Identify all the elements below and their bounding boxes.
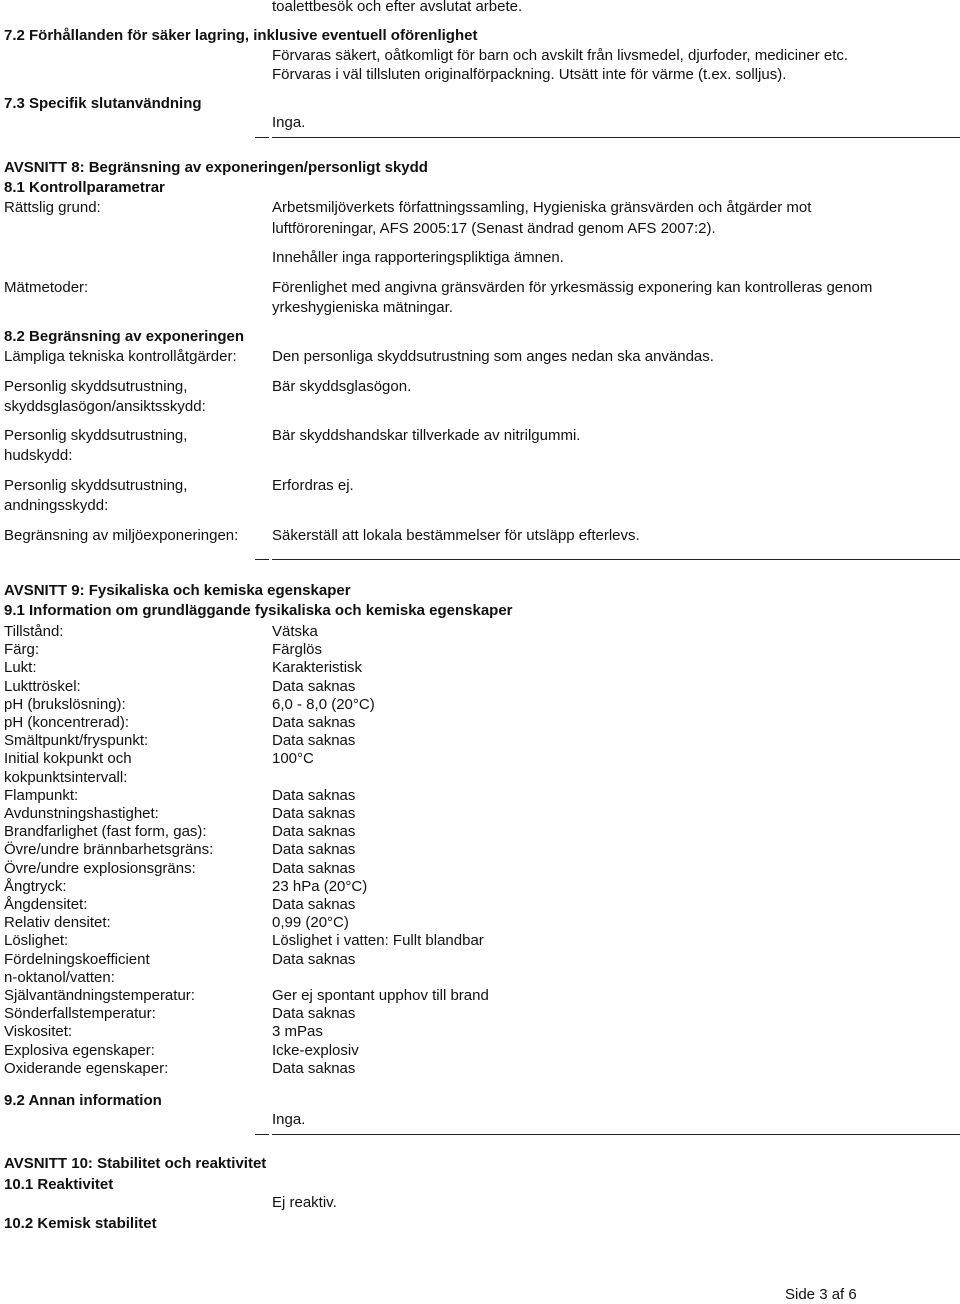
methods-label: Mätmetoder: xyxy=(4,279,89,296)
property-value: Data saknas xyxy=(272,1060,356,1077)
divider-tick xyxy=(255,1134,269,1135)
methods-value-1: Förenlighet med angivna gränsvärden för yrkesmässig exponering kan kontrolleras genom xyxy=(272,279,873,296)
skin-protection-label-2: hudskydd: xyxy=(4,447,73,464)
property-label: kokpunktsintervall: xyxy=(4,769,128,786)
property-value: Data saknas xyxy=(272,841,356,858)
property-label: Avdunstningshastighet: xyxy=(4,805,159,822)
divider xyxy=(272,1134,960,1135)
other-information-value: Inga. xyxy=(272,1111,306,1128)
property-label: pH (koncentrerad): xyxy=(4,714,130,731)
property-value: Löslighet i vatten: Fullt blandbar xyxy=(272,932,484,949)
property-value: Ger ej spontant upphov till brand xyxy=(272,987,489,1004)
skin-protection-value: Bär skyddshandskar tillverkade av nitrilgummi. xyxy=(272,427,581,444)
legal-basis-value-1: Arbetsmiljöverkets författningssamling, Hygieniska gränsvärden och åtgärder mot xyxy=(272,199,812,216)
page-number: Side 3 af 6 xyxy=(785,1286,857,1303)
property-value: Data saknas xyxy=(272,714,356,731)
reactivity-value: Ej reaktiv. xyxy=(272,1194,337,1211)
property-value: Data saknas xyxy=(272,951,356,968)
property-value: Vätska xyxy=(272,623,318,640)
respiratory-protection-value: Erfordras ej. xyxy=(272,477,354,494)
section-10-1-heading: 10.1 Reaktivitet xyxy=(4,1176,114,1193)
property-value: Data saknas xyxy=(272,823,356,840)
technical-controls-label: Lämpliga tekniska kontrollåtgärder: xyxy=(4,348,237,365)
section-9-heading: AVSNITT 9: Fysikaliska och kemiska egenskaper xyxy=(4,582,351,599)
property-value: 23 hPa (20°C) xyxy=(272,878,368,895)
property-value: Data saknas xyxy=(272,678,356,695)
property-label: Relativ densitet: xyxy=(4,914,111,931)
environmental-exposure-label: Begränsning av miljöexponeringen: xyxy=(4,527,239,544)
property-label: n-oktanol/vatten: xyxy=(4,969,115,986)
property-label: Sönderfallstemperatur: xyxy=(4,1005,156,1022)
storage-text-2: Förvaras i väl tillsluten originalförpackning. Utsätt inte för värme (t.ex. solljus). xyxy=(272,66,787,83)
section-9-2-heading: 9.2 Annan information xyxy=(4,1092,162,1109)
property-label: Ångdensitet: xyxy=(4,896,88,913)
property-value: Icke-explosiv xyxy=(272,1042,359,1059)
property-label: Initial kokpunkt och xyxy=(4,750,132,767)
property-value: 100°C xyxy=(272,750,314,767)
property-label: Självantändningstemperatur: xyxy=(4,987,195,1004)
storage-text-1: Förvaras säkert, oåtkomligt för barn och avskilt från livsmedel, djurfoder, mediciner etc. xyxy=(272,47,849,64)
property-value: Karakteristisk xyxy=(272,659,363,676)
environmental-exposure-value: Säkerställ att lokala bestämmelser för utsläpp efterlevs. xyxy=(272,527,640,544)
respiratory-protection-label-1: Personlig skyddsutrustning, xyxy=(4,477,188,494)
property-label: Övre/undre explosionsgräns: xyxy=(4,860,196,877)
divider xyxy=(272,559,960,560)
property-value: 6,0 - 8,0 (20°C) xyxy=(272,696,375,713)
property-label: Explosiva egenskaper: xyxy=(4,1042,155,1059)
eye-protection-label-1: Personlig skyddsutrustning, xyxy=(4,378,188,395)
specific-use-value: Inga. xyxy=(272,114,306,131)
eye-protection-value: Bär skyddsglasögon. xyxy=(272,378,412,395)
legal-basis-value-3: Innehåller inga rapporteringspliktiga ämnen. xyxy=(272,249,564,266)
section-7-2-heading: 7.2 Förhållanden för säker lagring, inklusive eventuell oförenlighet xyxy=(4,27,478,44)
eye-protection-label-2: skyddsglasögon/ansiktsskydd: xyxy=(4,398,206,415)
property-label: pH (brukslösning): xyxy=(4,696,126,713)
section-8-1-heading: 8.1 Kontrollparametrar xyxy=(4,179,165,196)
property-value: 0,99 (20°C) xyxy=(272,914,349,931)
property-label: Flampunkt: xyxy=(4,787,79,804)
divider-tick xyxy=(255,559,269,560)
divider xyxy=(272,137,960,138)
property-value: Data saknas xyxy=(272,787,356,804)
property-value: 3 mPas xyxy=(272,1023,323,1040)
property-label: Färg: xyxy=(4,641,40,658)
property-value: Färglös xyxy=(272,641,323,658)
methods-value-2: yrkeshygieniska mätningar. xyxy=(272,299,453,316)
section-8-heading: AVSNITT 8: Begränsning av exponeringen/personligt skydd xyxy=(4,159,428,176)
property-label: Smältpunkt/fryspunkt: xyxy=(4,732,149,749)
section-10-2-heading: 10.2 Kemisk stabilitet xyxy=(4,1215,157,1232)
property-label: Lukt: xyxy=(4,659,37,676)
property-label: Lukttröskel: xyxy=(4,678,81,695)
property-value: Data saknas xyxy=(272,1005,356,1022)
continuation-text: toalettbesök och efter avslutat arbete. xyxy=(272,0,523,15)
legal-basis-label: Rättslig grund: xyxy=(4,199,101,216)
property-label: Oxiderande egenskaper: xyxy=(4,1060,169,1077)
property-label: Ångtryck: xyxy=(4,878,67,895)
technical-controls-value: Den personliga skyddsutrustning som anges nedan ska användas. xyxy=(272,348,714,365)
property-label: Fördelningskoefficient xyxy=(4,951,150,968)
property-label: Övre/undre brännbarhetsgräns: xyxy=(4,841,214,858)
section-10-heading: AVSNITT 10: Stabilitet och reaktivitet xyxy=(4,1155,267,1172)
property-value: Data saknas xyxy=(272,805,356,822)
respiratory-protection-label-2: andningsskydd: xyxy=(4,497,109,514)
section-9-1-heading: 9.1 Information om grundläggande fysikaliska och kemiska egenskaper xyxy=(4,602,513,619)
section-7-3-heading: 7.3 Specifik slutanvändning xyxy=(4,95,202,112)
property-value: Data saknas xyxy=(272,860,356,877)
property-label: Viskositet: xyxy=(4,1023,73,1040)
divider-tick xyxy=(255,137,269,138)
legal-basis-value-2: luftföroreningar, AFS 2005:17 (Senast ändrad genom AFS 2007:2). xyxy=(272,220,716,237)
property-value: Data saknas xyxy=(272,732,356,749)
property-label: Tillstånd: xyxy=(4,623,64,640)
section-8-2-heading: 8.2 Begränsning av exponeringen xyxy=(4,328,245,345)
property-value: Data saknas xyxy=(272,896,356,913)
property-label: Brandfarlighet (fast form, gas): xyxy=(4,823,207,840)
skin-protection-label-1: Personlig skyddsutrustning, xyxy=(4,427,188,444)
property-label: Löslighet: xyxy=(4,932,69,949)
